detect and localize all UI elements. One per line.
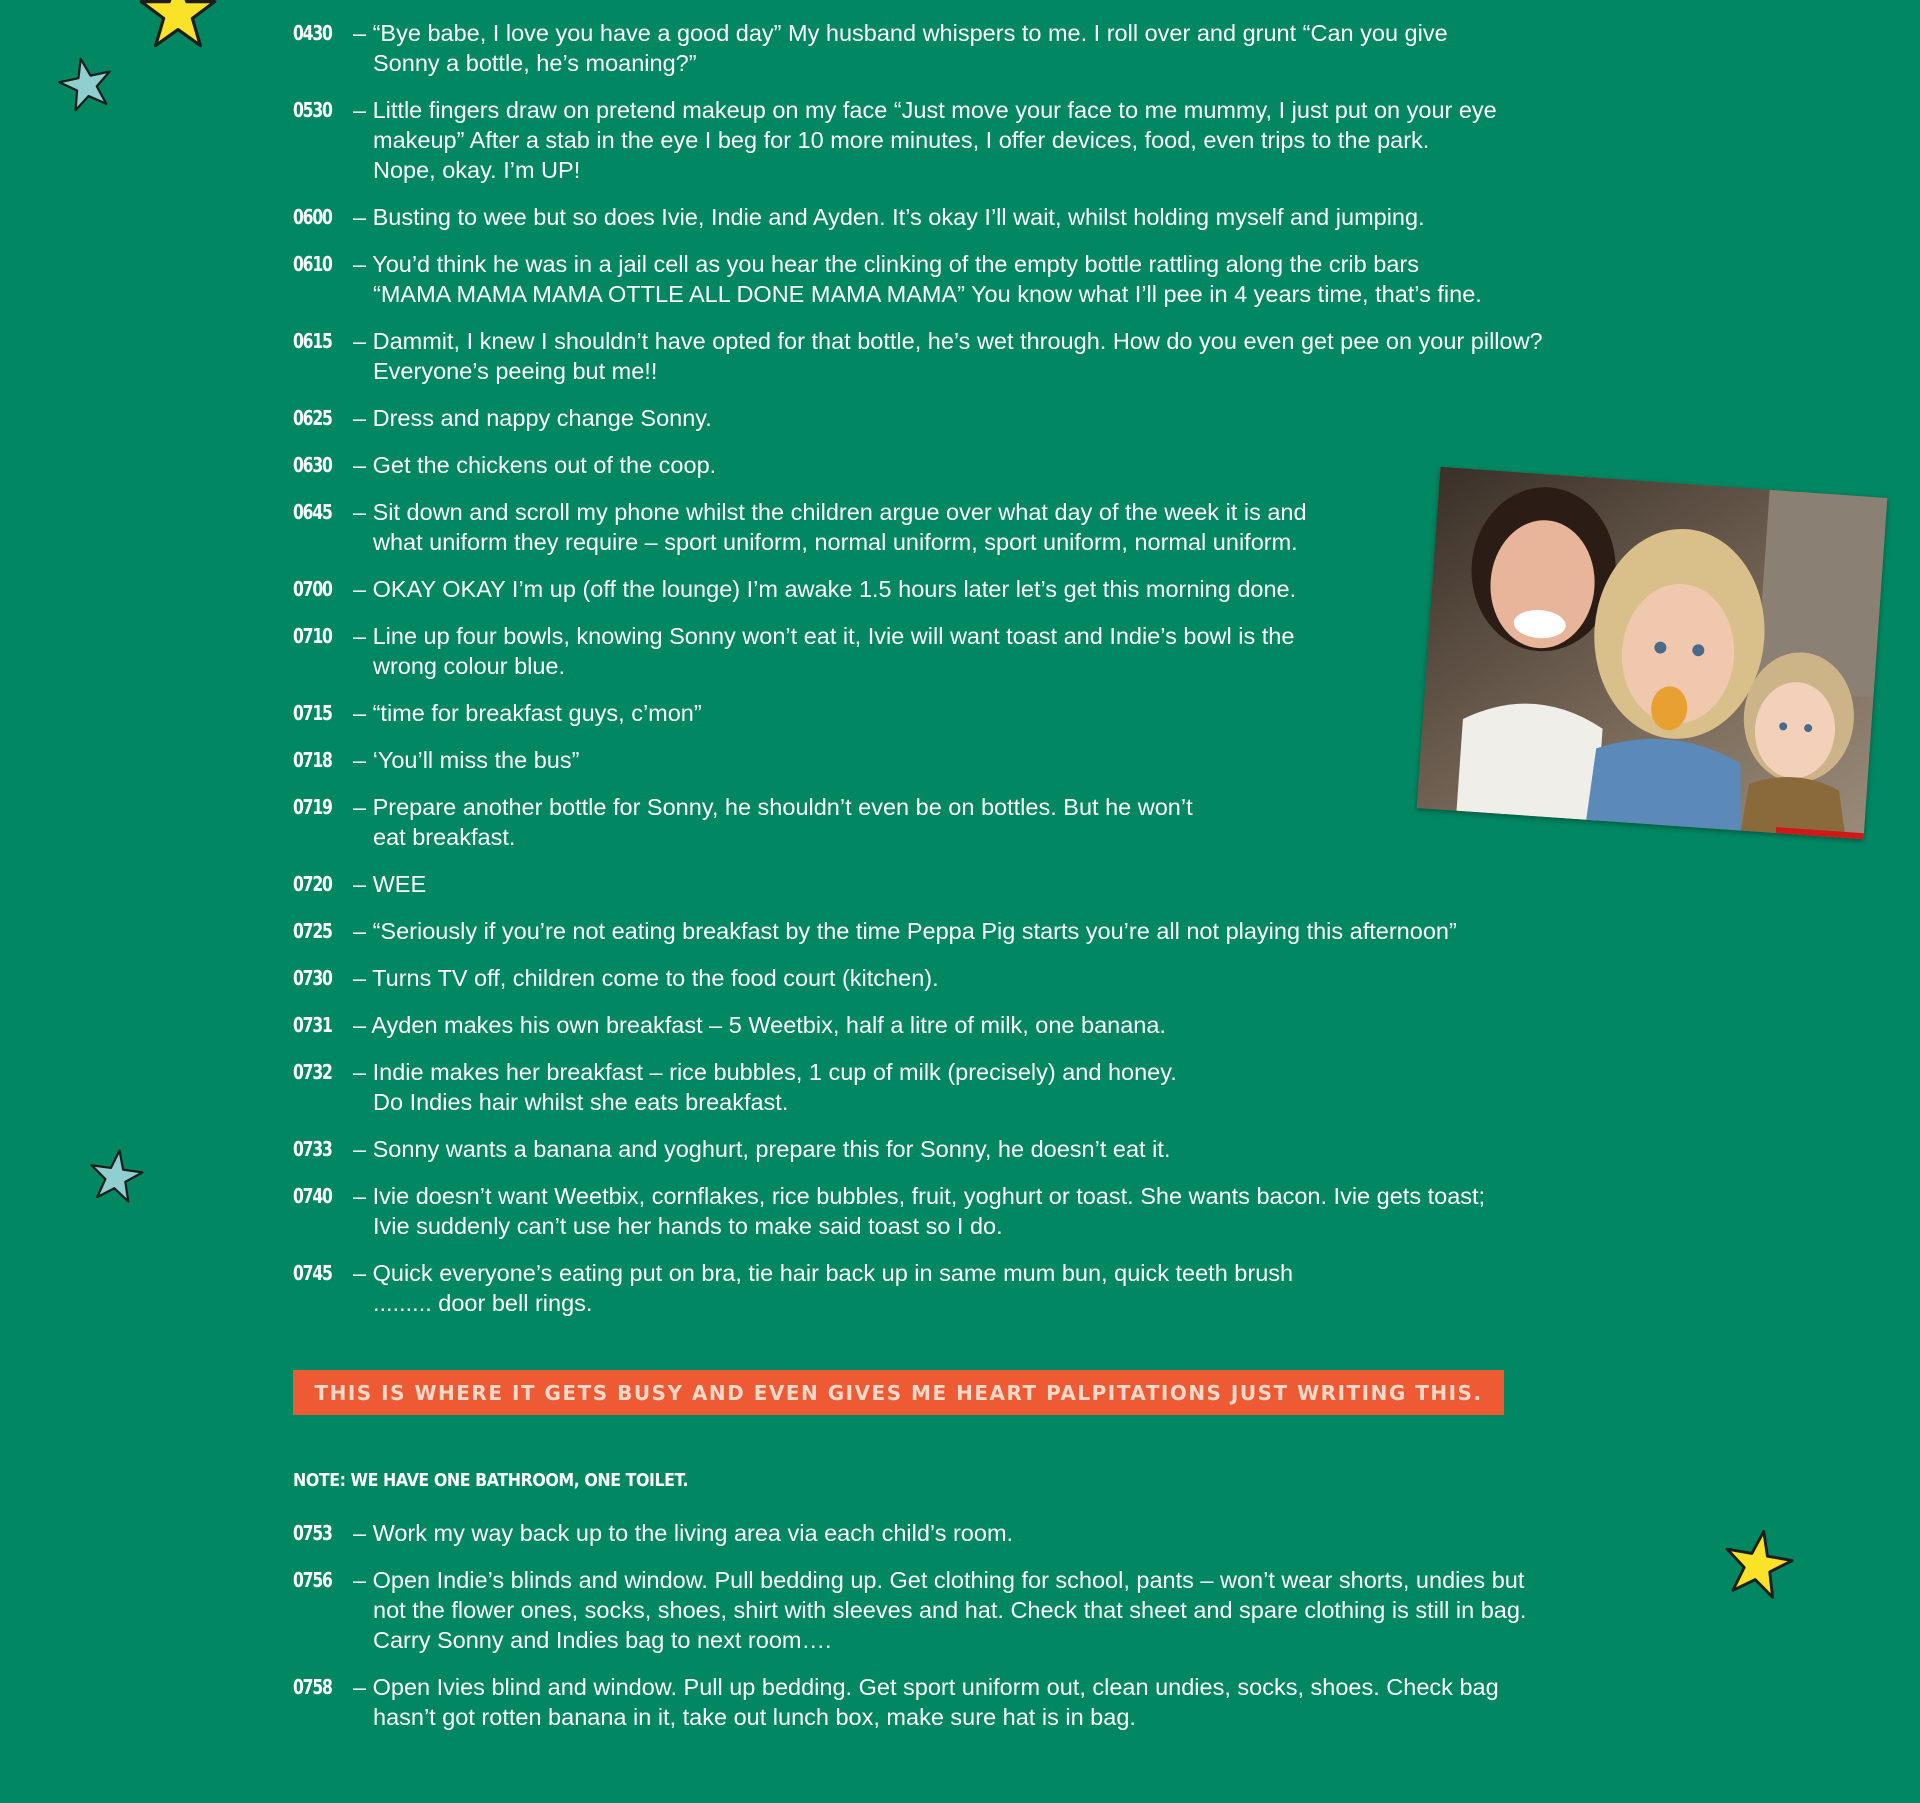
entry-text-line: Sonny a bottle, he’s moaning?”	[373, 50, 697, 76]
entry-text-line: – Prepare another bottle for Sonny, he shouldn’t even be on bottles. But he won’t	[353, 794, 1193, 820]
entry-text-line: what uniform they require – sport uniform, normal uniform, sport uniform, normal uniform.	[373, 529, 1298, 555]
star-yellow-icon	[138, 0, 218, 52]
entry-text-line: – Ayden makes his own breakfast – 5 Weetbix, half a litre of milk, one banana.	[353, 1012, 1166, 1038]
entry-time: 0732	[293, 1060, 332, 1084]
schedule-entry	[293, 1518, 1643, 1548]
entry-time: 0600	[293, 205, 332, 229]
schedule-entry	[293, 326, 1643, 386]
schedule-entry	[293, 621, 1643, 681]
schedule-entry	[293, 574, 1643, 604]
entry-text-line: – Little fingers draw on pretend makeup on my face “Just move your face to me mummy, I just put on your eye	[353, 97, 1497, 123]
schedule-entry	[293, 792, 1643, 852]
entry-text-line: – Busting to wee but so does Ivie, Indie and Ayden. It’s okay I’ll wait, whilst holding myself and jumping.	[353, 204, 1425, 230]
schedule-entry	[293, 1565, 1643, 1655]
schedule-entry	[293, 1057, 1643, 1117]
entry-text-line: – “time for breakfast guys, c’mon”	[353, 700, 702, 726]
entry-text-line: Nope, okay. I’m UP!	[373, 157, 581, 183]
schedule-entry	[293, 497, 1643, 557]
entry-time: 0720	[293, 872, 332, 896]
entry-text-line: – OKAY OKAY I’m up (off the lounge) I’m awake 1.5 hours later let’s get this morning done.	[353, 576, 1297, 602]
entry-text-line: Carry Sonny and Indies bag to next room….	[373, 1627, 832, 1653]
entry-text-line: – Turns TV off, children come to the food court (kitchen).	[353, 965, 939, 991]
entry-time: 0725	[293, 919, 332, 943]
entry-time: 0630	[293, 453, 332, 477]
entry-text-line: not the flower ones, socks, shoes, shirt with sleeves and hat. Check that sheet and spare clothing is still in bag.	[373, 1597, 1527, 1623]
entry-text-line: – “Seriously if you’re not eating breakfast by the time Peppa Pig starts you’re all not playing this afternoon”	[353, 918, 1457, 944]
entry-time: 0645	[293, 500, 332, 524]
schedule-entry	[293, 1672, 1643, 1732]
schedule-entry	[293, 1258, 1643, 1318]
entry-text-line: – WEE	[353, 871, 427, 897]
entry-text-line: – Open Ivies blind and window. Pull up bedding. Get sport uniform out, clean undies, socks, shoes. Check bag	[353, 1674, 1499, 1700]
entry-time: 0430	[293, 21, 332, 45]
schedule-list-rooms	[293, 1518, 1643, 1749]
entry-text-line: – “Bye babe, I love you have a good day” My husband whispers to me. I roll over and grunt “Can you give	[353, 20, 1448, 46]
entry-text-line: – You’d think he was in a jail cell as you hear the clinking of the empty bottle rattling along the crib bars	[353, 251, 1419, 277]
entry-text-line: – Quick everyone’s eating put on bra, tie hair back up in same mum bun, quick teeth brush	[353, 1260, 1294, 1286]
schedule-entry	[293, 403, 1643, 433]
entry-time: 0730	[293, 966, 332, 990]
schedule-entry	[293, 18, 1643, 78]
entry-time: 0625	[293, 406, 332, 430]
entry-text-line: – Open Indie’s blinds and window. Pull bedding up. Get clothing for school, pants – won’t wear shorts, undies but	[353, 1567, 1525, 1593]
note-heading: NOTE: WE HAVE ONE BATHROOM, ONE TOILET.	[293, 1470, 689, 1491]
schedule-entry	[293, 1010, 1643, 1040]
entry-time: 0740	[293, 1184, 332, 1208]
star-yellow-icon	[1722, 1528, 1794, 1600]
schedule-entry	[293, 95, 1643, 185]
star-blue-icon	[88, 1148, 144, 1204]
entry-text-line: wrong colour blue.	[373, 653, 566, 679]
entry-text-line: – ‘You’ll miss the bus”	[353, 747, 580, 773]
entry-time: 0719	[293, 795, 332, 819]
entry-time: 0700	[293, 577, 332, 601]
schedule-list-morning	[293, 18, 1643, 1335]
banner-text: THIS IS WHERE IT GETS BUSY AND EVEN GIVES ME HEART PALPITATIONS JUST WRITING THIS.	[314, 1380, 1483, 1405]
entry-text-line: “MAMA MAMA MAMA OTTLE ALL DONE MAMA MAMA” You know what I’ll pee in 4 years time, that’s fine.	[373, 281, 1482, 307]
entry-text-line: makeup” After a stab in the eye I beg for 10 more minutes, I offer devices, food, even trips to the park.	[373, 127, 1430, 153]
schedule-entry	[293, 698, 1643, 728]
entry-text-line: – Dress and nappy change Sonny.	[353, 405, 712, 431]
schedule-entry	[293, 450, 1643, 480]
entry-time: 0718	[293, 748, 332, 772]
entry-text-line: Everyone’s peeing but me!!	[373, 358, 658, 384]
schedule-entry	[293, 249, 1643, 309]
entry-text-line: – Indie makes her breakfast – rice bubbles, 1 cup of milk (precisely) and honey.	[353, 1059, 1177, 1085]
entry-time: 0731	[293, 1013, 332, 1037]
entry-text-line: – Sonny wants a banana and yoghurt, prepare this for Sonny, he doesn’t eat it.	[353, 1136, 1171, 1162]
entry-text-line: – Work my way back up to the living area via each child’s room.	[353, 1520, 1014, 1546]
entry-time: 0610	[293, 252, 332, 276]
entry-time: 0710	[293, 624, 332, 648]
schedule-entry	[293, 202, 1643, 232]
schedule-entry	[293, 963, 1643, 993]
entry-time: 0758	[293, 1675, 332, 1699]
entry-text-line: Do Indies hair whilst she eats breakfast.	[373, 1089, 789, 1115]
schedule-entry	[293, 1134, 1643, 1164]
entry-text-line: – Ivie doesn’t want Weetbix, cornflakes, rice bubbles, fruit, yoghurt or toast. She wants bacon. Ivie gets toast;	[353, 1183, 1486, 1209]
entry-time: 0733	[293, 1137, 332, 1161]
entry-time: 0756	[293, 1568, 332, 1592]
schedule-entry	[293, 1181, 1643, 1241]
star-blue-icon	[58, 56, 114, 112]
entry-text-line: ......... door bell rings.	[373, 1290, 593, 1316]
entry-text-line: – Get the chickens out of the coop.	[353, 452, 717, 478]
entry-text-line: – Line up four bowls, knowing Sonny won’t eat it, Ivie will want toast and Indie’s bowl is the	[353, 623, 1295, 649]
schedule-entry	[293, 745, 1643, 775]
entry-time: 0615	[293, 329, 332, 353]
entry-text-line: Ivie suddenly can’t use her hands to make said toast so I do.	[373, 1213, 1003, 1239]
entry-text-line: eat breakfast.	[373, 824, 516, 850]
entry-time: 0745	[293, 1261, 332, 1285]
entry-time: 0715	[293, 701, 332, 725]
entry-time: 0753	[293, 1521, 332, 1545]
entry-time: 0530	[293, 98, 332, 122]
schedule-entry	[293, 869, 1643, 899]
highlight-banner	[293, 1370, 1504, 1415]
entry-text-line: – Sit down and scroll my phone whilst the children argue over what day of the week it is and	[353, 499, 1307, 525]
entry-text-line: hasn’t got rotten banana in it, take out lunch box, make sure hat is in bag.	[373, 1704, 1136, 1730]
schedule-entry	[293, 916, 1643, 946]
entry-text-line: – Dammit, I knew I shouldn’t have opted for that bottle, he’s wet through. How do you even get pee on your pillow?	[353, 328, 1543, 354]
